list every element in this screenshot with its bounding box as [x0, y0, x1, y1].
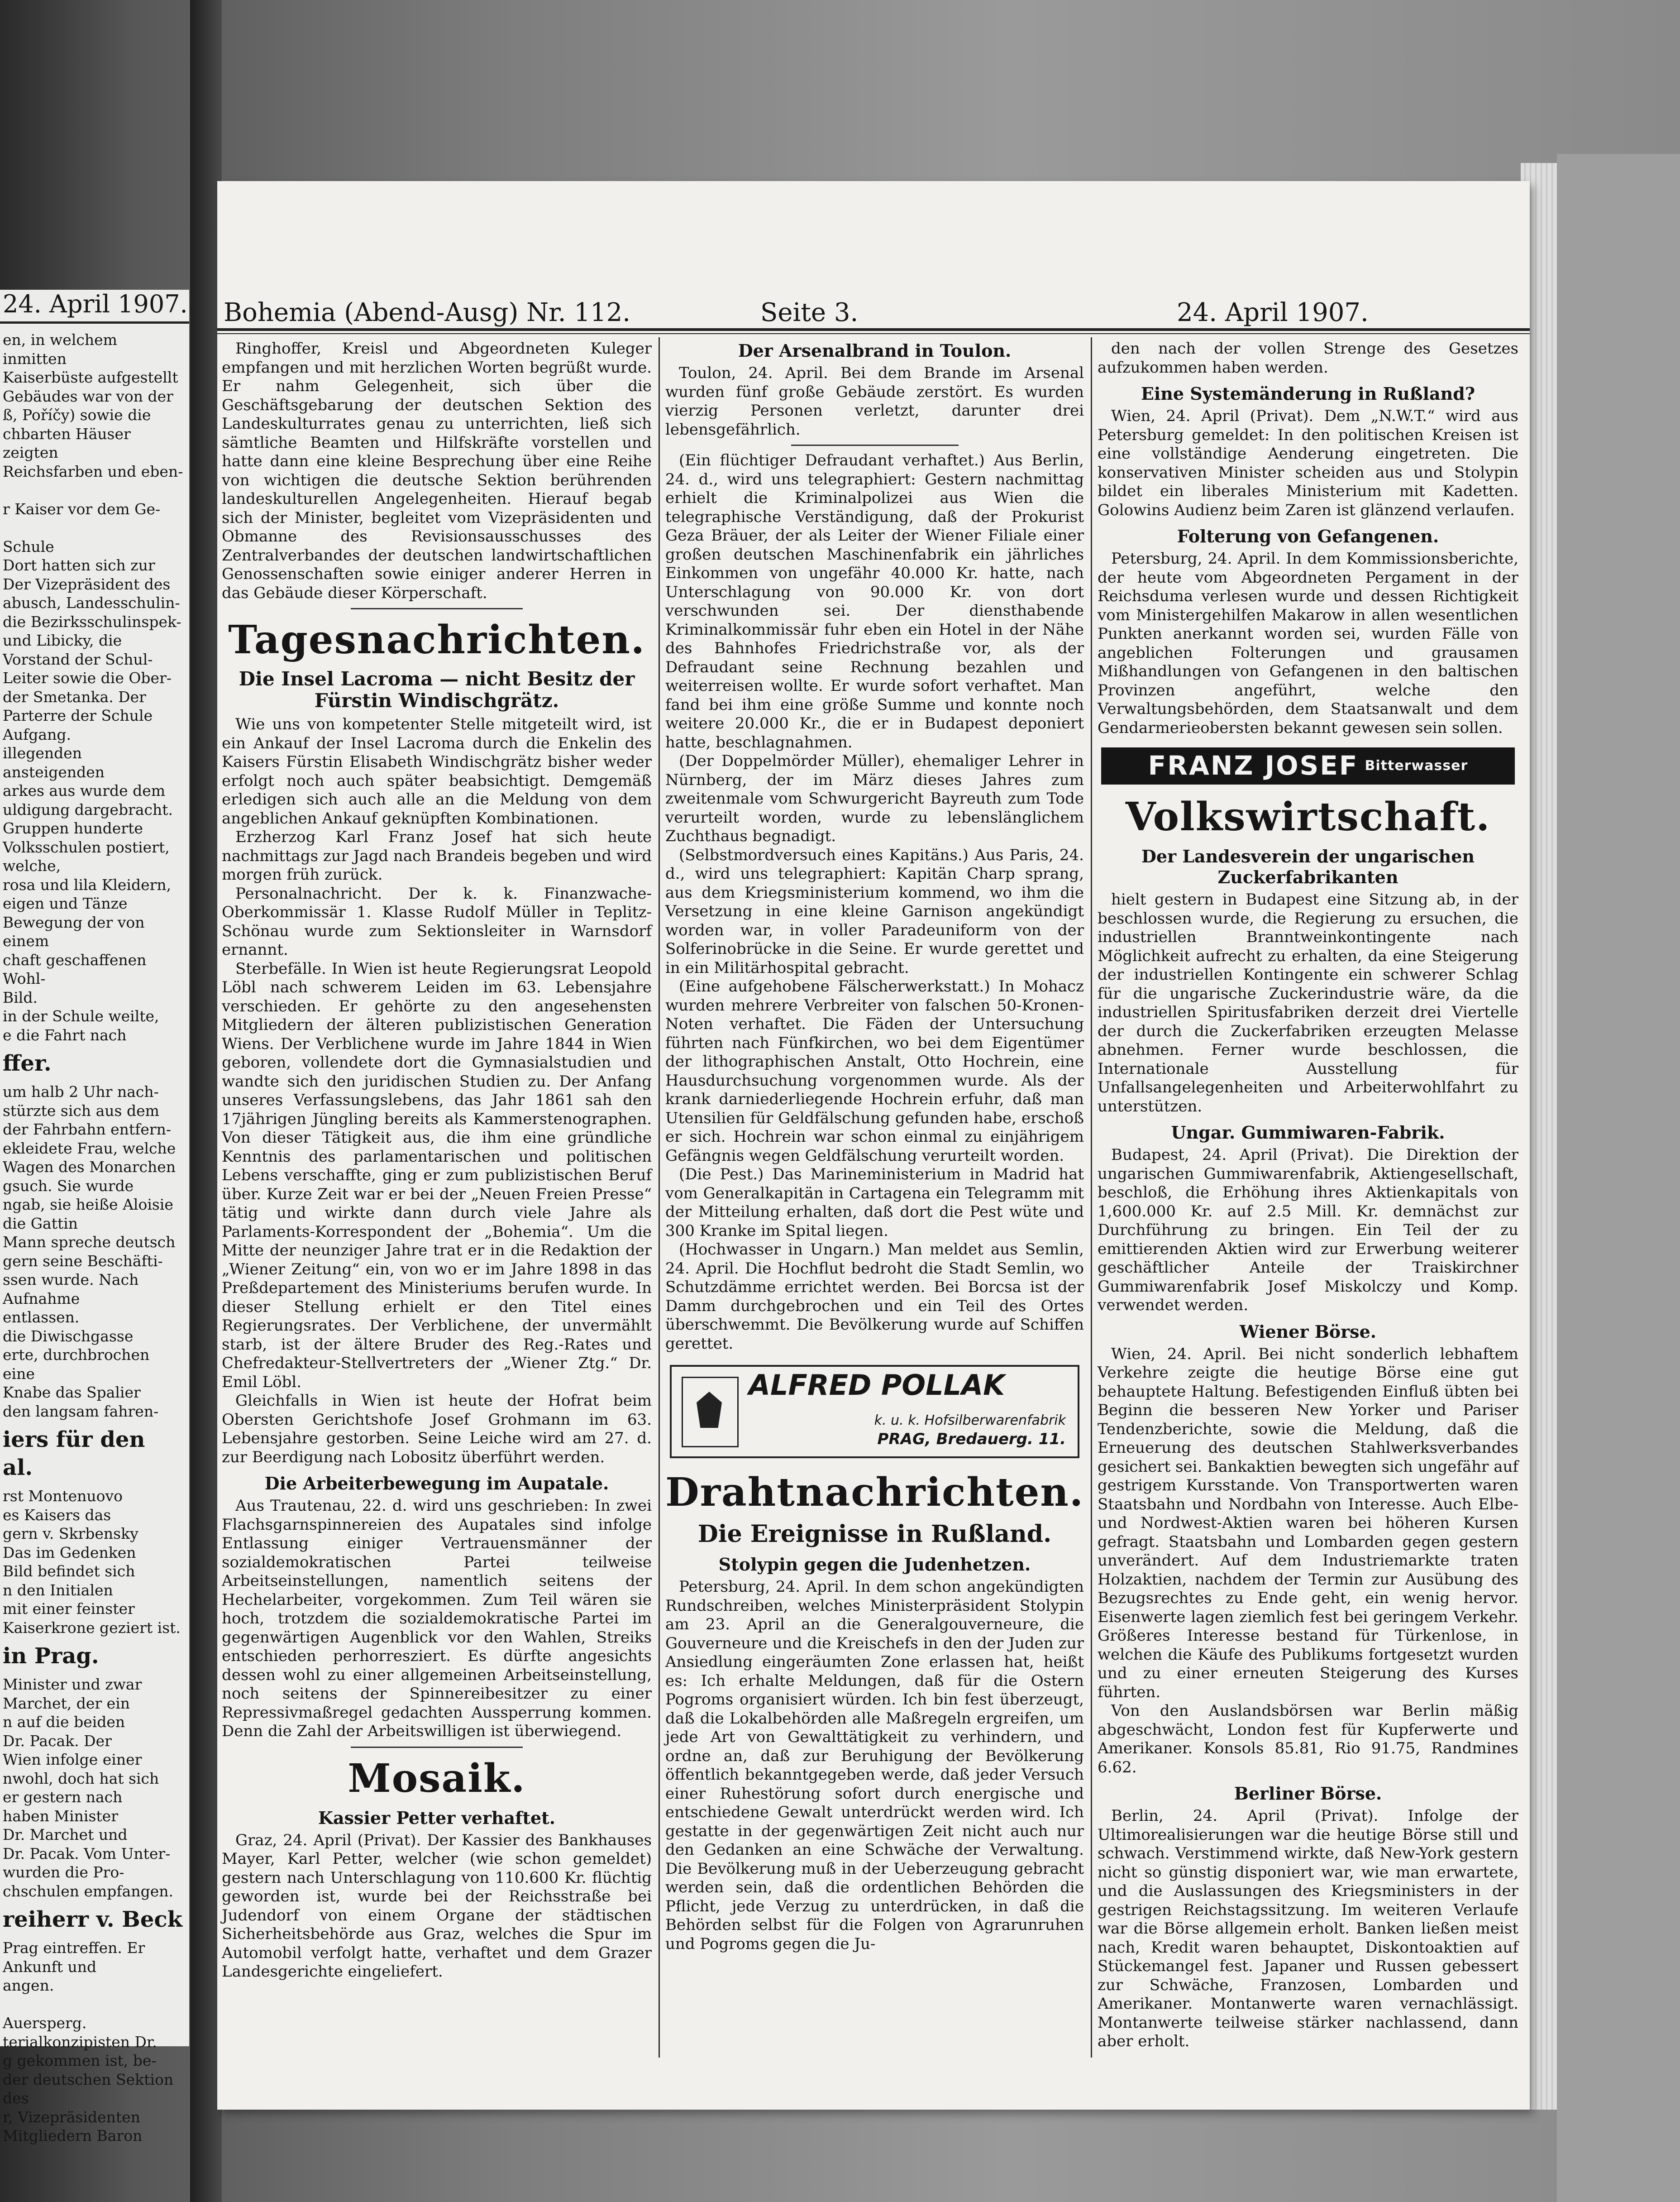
article-heading: Wiener Börse.	[1240, 1321, 1376, 1342]
left-page-line: Bild befindet sich	[3, 1562, 135, 1580]
left-page-date: 24. April 1907.	[3, 290, 188, 318]
article-text: Petersburg, 24. April. In dem Kommissionsberichte, der heute vom Abgeordneten Pergament in der Reichsduma verlesen wurde und dessen Richtigkeit vom Ministergehilfen Makarow in allen wesentlichen Punkten anerkannt worden sei, wurden Fälle von angeblichen Folterungen und grausamen Mißhandlungen von Gefangenen in den baltischen Provinzen angeführt, welche den Verwaltungsbehörden, dem Staatsanwalt und dem Gendarmerieobersten bekannt gewesen sein sollen.	[1098, 550, 1518, 737]
advertisement-franz-josef	[1101, 747, 1515, 785]
article-text: Graz, 24. April (Privat). Der Kassier des Bankhauses Mayer, Karl Petter, welcher (wie schon gemeldet) gestern nach Unterschlagung von 110.600 Kr. flüchtig geworden ist, wurde bei der Reichsstraße bei Judendorf von einem Organe der städtischen Sicherheitsbehörde aus Graz, welches die Spur im Automobil verfolgt hatte, verhaftet und dem Grazer Landesgerichte eingeliefert.	[222, 1831, 652, 1981]
header-date: 24. April 1907.	[1177, 298, 1369, 327]
article-text: Toulon, 24. April. Bei dem Brande im Arsenal wurden fünf große Gebäude zerstört. Es wurden vierzig Personen verletzt, darunter drei lebensgefährlich.	[665, 364, 1084, 439]
article-heading: Ungar. Gummiwaren-Fabrik.	[1171, 1122, 1445, 1143]
left-page-line: in der Schule weilte,	[3, 1007, 159, 1025]
left-page-line: er gestern nach	[3, 1788, 123, 1806]
left-page-line: gsuch. Sie wurde	[3, 1177, 134, 1195]
left-page-line: Leiter sowie die Ober-	[3, 669, 172, 687]
left-page-line: en, in welchem inmitten	[3, 331, 117, 368]
article-heading: Der Landesverein der ungarischen Zuckerfabrikanten	[1141, 846, 1475, 887]
left-heading-3: in Prag.	[3, 1643, 99, 1669]
left-page-line: rosa und lila Kleidern,	[3, 876, 172, 894]
left-page-line	[3, 481, 184, 500]
left-page-line	[3, 518, 184, 537]
article-text: Wie uns von kompetenter Stelle mitgeteilt wird, ist ein Ankauf der Insel Lacroma durch die Enkelin des Kaisers Fürstin Elisabeth Windischgrätz bisher weder erfolgt noch auch später beabsichtigt. Demgemäß erledigen sich auch alle an die Meldung von dem angeblichen Ankauf geknüpften Kombinationen.	[222, 715, 652, 828]
left-page-line: Aufgang.	[3, 725, 71, 743]
article-heading: Folterung von Gefangenen.	[1177, 526, 1439, 546]
left-heading-2b: al.	[3, 1455, 33, 1480]
article-text: (Der Doppelmörder Müller), ehemaliger Lehrer in Nürnberg, der im März dieses Jahres zum zweitenmale vom Schwurgericht Bayreuth zum Tode verurteilt worden, wurde zu lebenslänglichem Zuchthaus begnadigt.	[665, 752, 1084, 845]
column-rule-1	[659, 337, 660, 2058]
left-page-line: arkes aus wurde dem	[3, 782, 166, 799]
left-page-line: stürzte sich aus dem	[3, 1101, 159, 1120]
left-page-line: rst Montenuovo	[3, 1487, 123, 1505]
article-text: Von den Auslandsbörsen war Berlin mäßig abgeschwächt, London fest für Kupferwerte und Amerikaner. Konsols 85.81, Rio 91.75, Randmines 6.62.	[1098, 1702, 1518, 1776]
column-1	[222, 340, 652, 2096]
left-page-line: um halb 2 Uhr nach-	[3, 1083, 159, 1101]
article-text: (Die Pest.) Das Marineministerium in Madrid hat vom Generalkapitän in Cartagena ein Telegramm mit der Mitteilung erhalten, daß dort die Pest wüte und 300 Kranke im Spital liegen.	[665, 1165, 1084, 1240]
article-heading: Die Arbeiterbewegung im Aupatale.	[264, 1473, 609, 1494]
left-page-line: n auf die beiden	[3, 1713, 125, 1731]
article-text: (Hochwasser in Ungarn.) Man meldet aus Semlin, 24. April. Die Hochflut bedroht die Stadt Semlin, wo Schutzdämme errichtet werden. Bei Borcsa ist der Damm durchgebrochen und ein Teil des Ortes überschwemmt. Die Bevölkerung wurde auf Schiffen gerettet.	[665, 1240, 1084, 1353]
left-page-line: erte, durchbrochen eine	[3, 1346, 150, 1383]
article-heading: Stolypin gegen die Judenhetzen.	[718, 1554, 1031, 1575]
left-page-line: illegenden ansteigenden	[3, 744, 105, 781]
left-page-line: chschulen empfangen.	[3, 1882, 173, 1900]
left-page-line: wurden die Pro-	[3, 1863, 124, 1881]
left-page-line: die Gattin	[3, 1214, 78, 1232]
left-page-line: die Bezirksschulinspek-	[3, 613, 181, 631]
ad-line-3: PRAG, Bredauerg. 11.	[877, 1430, 1066, 1448]
article-text: (Selbstmordversuch eines Kapitäns.) Aus Paris, 24. d., wird uns telegraphiert: Kapitän Charp sprang, aus dem Kriegsministerium kommend, wo ihm die Versetzung in eine kleine Garnison angekündigt worden war, in voller Paradeuniform von der Solferinobrücke in die Seine. Er wurde gerettet und in ein Militärhospital gebracht.	[665, 846, 1084, 977]
article-heading: Eine Systemänderung in Rußland?	[1141, 383, 1475, 404]
left-page-text	[3, 330, 184, 2145]
right-shadow	[1557, 154, 1680, 2202]
newspaper-page	[217, 181, 1530, 2110]
header-masthead: Bohemia (Abend-Ausg) Nr. 112.	[224, 298, 631, 327]
left-page-line: Reichsfarben und eben-	[3, 462, 183, 480]
left-page-line: ekleidete Frau, welche	[3, 1139, 176, 1157]
left-page-line: Dr. Marchet und	[3, 1826, 128, 1843]
ad-brand: FRANZ JOSEF	[1148, 750, 1359, 781]
left-page-line: chaft geschaffenen Wohl-	[3, 951, 147, 987]
ad-line-2: k. u. k. Hofsilberwarenfabrik	[874, 1412, 1066, 1428]
section-heading-drahtnachrichten: Drahtnachrichten.	[665, 1470, 1084, 1515]
left-page-line: Bewegung der von einem	[3, 913, 145, 950]
article-text: Personalnachricht. Der k. k. Finanzwache-Oberkommissär 1. Klasse Rudolf Müller in Teplitz-Schönau wurde zum Sektionsleiter in Warnsdorf ernannt.	[222, 884, 652, 959]
article-text: Wien, 24. April. Bei nicht sonderlich lebhaftem Verkehre zeigte die heutige Börse eine gut behauptete Haltung. Befestigenden Einfluß übten bei Beginn die besseren New Yorker und Pariser Tendenzberichte, sowie die Meldung, daß die Erneuerung des deutschen Stahlwerksverbandes gesichert sei. Bankaktien bewegten sich ungefähr auf gestrigem Kursstande. Von Transportwerten waren Staatsbahn und Nordbahn von Interesse. Auch Elbe- und Nordwest-Aktien waren bei höheren Kursen gefragt. Staatsbahn und Lombarden gegen gestern unverändert. Auf dem Industriemarkte traten Holzaktien, nachdem der Termin zur Ausübung des Bezugsrechtes zu Ende geht, ein wenig hervor. Eisenwerte lagen ziemlich fest bei geringem Verkehr. Größeres Interesse bestand für Türkenlose, in welchen die Käufe des Publikums fortgesetzt wurden und zu einer erneuten Steigerung des Kurses führten.	[1098, 1345, 1518, 1701]
left-page-line: Prag eintreffen. Er	[3, 1939, 145, 1957]
left-lines-1	[3, 330, 184, 1044]
left-page-line: n den Initialen	[3, 1581, 113, 1599]
header-page-number: Seite 3.	[760, 298, 859, 327]
left-page-line: entlassen.	[3, 1308, 80, 1326]
left-page-line: nwohl, doch hat sich	[3, 1769, 159, 1787]
left-page-line	[3, 1995, 184, 2014]
left-lines-2	[3, 1082, 184, 1421]
left-page-line: Das im Gedenken	[3, 1543, 136, 1561]
left-heading-1: ffer.	[3, 1051, 52, 1076]
left-page-line: Parterre der Schule	[3, 707, 153, 724]
left-page-line: Wien infolge einer	[3, 1751, 142, 1768]
left-page-line: Dr. Pacak. Vom Unter-	[3, 1844, 171, 1862]
left-page-line: g gekommen ist, be-	[3, 2052, 157, 2069]
left-page-line: angen.	[3, 1977, 54, 1994]
left-page	[0, 290, 189, 2145]
article-text: den nach der vollen Strenge des Gesetzes aufzukommen haben werden.	[1098, 340, 1518, 377]
section-heading-mosaik: Mosaik.	[348, 1755, 526, 1801]
left-page-line: abusch, Landesschulin-	[3, 594, 180, 612]
left-page-line: Minister und zwar	[3, 1675, 142, 1693]
left-lines-4	[3, 1675, 184, 1900]
article-text: Budapest, 24. April (Privat). Die Direktion der ungarischen Gummiwarenfabrik, Aktiengesellschaft, beschloß, die Erhöhung ihres Aktienkapitals von 1,600.000 Kr. auf 2.5 Mill. Kr. demnächst zur Durchführung zu bringen. Ein Teil der zu emittierenden Aktien wird zur Erwerbung weiterer geschäftlicher Anteile der Traiskirchner Gummiwarenfabrik Josef Miskolczy und Komp. verwendet werden.	[1098, 1146, 1518, 1314]
left-page-line: Ankunft und	[3, 1958, 97, 1976]
left-header-rule	[0, 321, 189, 324]
left-page-line: Wagen des Monarchen	[3, 1158, 176, 1176]
left-page-line: Volksschulen postiert, welche,	[3, 838, 170, 875]
left-page-line: den langsam fahren-	[3, 1402, 159, 1420]
article-text: Gleichfalls in Wien ist heute der Hofrat beim Obersten Gerichtshofe Josef Grohmann im 63. Lebensjahre gestorben. Seine Leiche wird am 27. d. zur Beerdigung nach Lobositz überführt werden.	[222, 1392, 652, 1466]
advertisement-alfred-pollak	[670, 1365, 1079, 1458]
left-page-line: Kaiserkrone geziert ist.	[3, 1618, 181, 1637]
left-page-line: uldigung dargebracht.	[3, 800, 173, 819]
left-page-line: r, Vizepräsidenten	[3, 2108, 140, 2126]
divider	[791, 445, 959, 446]
header-rule-thin	[217, 333, 1530, 334]
left-page-line: gern v. Skrbensky	[3, 1525, 138, 1542]
article-heading: Die Insel Lacroma — nicht Besitz der Fürstin Windischgrätz.	[239, 668, 635, 712]
left-page-line: Marchet, der ein	[3, 1694, 130, 1712]
article-text: Aus Trautenau, 22. d. wird uns geschrieben: In zwei Flachsgarnspinnereien des Aupatales sind infolge Entlassung einiger Vertrauensmänner der sozialdemokratischen Partei teilweise Arbeitseinstellungen, namentlich seitens der Hechelarbeiter, vorgekommen. Zum Teil wären sie hoch, trotzdem die sozialdemokratische Partei im gegenwärtigen Augenblick vor den Wahlen, Streiks entschieden perhorresziert. Es dürfte angesichts dessen wohl zu einer allgemeinen Arbeitseinstellung, noch seitens der Spinnereibesitzer zu einer Repressivmaßregel gedachten Aussperrung kommen. Denn die Zahl der Arbeitswilligen ist überwiegend.	[222, 1497, 652, 1740]
article-text: (Eine aufgehobene Fälscherwerkstatt.) In Mohacz wurden mehrere Verbreiter von falschen 50-Kronen-Noten verhaftet. Die Fäden der Untersuchung führten nach Fünfkirchen, wo bei dem Eigentümer der lithographischen Anstalt, Otto Hochrein, eine Hausdurchsuchung vorgenommen wurde. Als der krank darniederliegende Hochrein erfuhr, daß man Utensilien für Geldfälschung gefunden habe, erschoß er sich. Hochrein war schon einmal zu einjährigem Gefängnis wegen Geldfälschung verurteilt worden.	[665, 977, 1084, 1165]
left-page-line: Kaiserbüste aufgestellt	[3, 369, 178, 386]
article-text: Petersburg, 24. April. In dem schon angekündigten Rundschreiben, welches Ministerpräsident Stolypin am 23. April an die Generalgouverneure, die Gouverneure und die Kreischefs in den der Juden zur Ansiedlung eingeräumten Zone erlassen hat, heißt es: Ich erhalte Meldungen, daß für die Ostern Pogroms organisiert würden. Ich bin fest überzeugt, daß die Lokalbehörden alle Maßregeln ergreifen, um jede Art von Gewalttätigkeit zu verhindern, und ordne an, daß zur Beruhigung der Bevölkerung öffentlich bekanntgegeben werde, daß jeder Versuch einer Ruhestörung sofort durch energische und entschiedene Gewalt unterdrückt werden wird. Ich gestatte in der gegenwärtigen Zeit nicht auch nur den Gedanken an eine Schwäche der Verwaltung. Die Bevölkerung muß in der Ueberzeugung gebracht werden sein, daß die ordentlichen Behörden die Pflicht, jede Verzug zu unterdrücken, in daß die Behörden selbst für die Folgen von Agrarunruhen und Pogroms gegen die Ju-	[665, 1578, 1084, 1953]
left-page-line: und Libicky, die	[3, 632, 122, 649]
column-rule-2	[1091, 337, 1092, 2058]
article-text: Wien, 24. April (Privat). Dem „N.W.T.“ wird aus Petersburg gemeldet: In den politischen Kreisen ist eine vollständige Aenderung eingetreten. Die konservativen Minister scheiden aus und Stolypin bildet ein liberales Ministerium mit Kadetten. Golowins Audienz beim Zaren ist glänzend verlaufen.	[1098, 407, 1518, 519]
left-heading-4: reiherr v. Beck	[3, 1907, 182, 1932]
left-lines-5	[3, 1939, 184, 2145]
left-page-line: e die Fahrt nach	[3, 1026, 127, 1044]
left-page-line: eigen und Tänze	[3, 895, 128, 912]
left-page-line: ngab, sie heiße Aloisie	[3, 1196, 173, 1213]
left-page-line: chbarten Häuser zeigten	[3, 425, 131, 461]
left-page-line: Der Vizepräsident des	[3, 575, 171, 593]
ad-product: Bitterwasser	[1365, 758, 1468, 774]
crest-icon	[682, 1377, 739, 1447]
left-page-line: terialkonzipisten Dr.	[3, 2033, 157, 2051]
left-page-line: Mann spreche deutsch	[3, 1233, 176, 1251]
section-heading-tagesnachrichten: Tagesnachrichten.	[228, 617, 645, 663]
left-page-line: r Kaiser vor dem Ge-	[3, 500, 161, 518]
left-page-line: der Smetanka. Der	[3, 688, 146, 706]
left-page-line: Dr. Pacak. Der	[3, 1732, 112, 1750]
left-page-line: ssen wurde. Nach Aufnahme	[3, 1271, 139, 1307]
ad-name: ALFRED POLLAK	[749, 1369, 1005, 1402]
left-page-line: es Kaisers das	[3, 1506, 111, 1524]
left-page-line: der deutschen Sektion des	[3, 2070, 174, 2107]
left-page-line: gern seine Beschäfti-	[3, 1252, 163, 1270]
left-lines-3	[3, 1487, 184, 1637]
left-page-line: Auersperg.	[3, 2014, 87, 2032]
left-page-line: mit einer feinster	[3, 1600, 135, 1618]
divider	[351, 1747, 523, 1748]
column-2	[665, 340, 1084, 2096]
article-heading: Berliner Börse.	[1234, 1783, 1382, 1804]
article-heading: Die Ereignisse in Rußland.	[697, 1520, 1052, 1548]
left-page-line: die Diwischgasse	[3, 1327, 134, 1345]
left-page-line: ß, Poříčy) sowie die	[3, 406, 151, 424]
left-page-line: Mitgliedern Baron	[3, 2127, 143, 2145]
article-heading: Kassier Petter verhaftet.	[318, 1807, 555, 1828]
left-page-line: Schule	[3, 537, 54, 555]
left-page-line: Knabe das Spalier	[3, 1383, 141, 1401]
left-page-line: Vorstand der Schul-	[3, 650, 153, 668]
left-page-line: haben Minister	[3, 1807, 118, 1825]
section-heading-volkswirtschaft: Volkswirtschaft.	[1125, 794, 1491, 840]
article-heading: Der Arsenalbrand in Toulon.	[738, 340, 1012, 361]
left-page-line: Bild.	[3, 988, 38, 1006]
left-heading-2: iers für den	[3, 1427, 145, 1452]
article-text: (Ein flüchtiger Defraudant verhaftet.) Aus Berlin, 24. d., wird uns telegraphiert: Gestern nachmittag erhielt die Kriminalpolizei aus Wien die telegraphische Verständigung, daß der Prokurist Geza Bräuer, der als Leiter der Wiener Filiale einer großen deutschen Maschinenfabrik ein jährliches Einkommen von ungefähr 40.000 Kr. hatte, nach Unterschlagung von 90.000 Kr. von dort verschwunden sei. Der diensthabende Kriminalkommissär fuhr eben ein Hotel in der Nähe des Bahnhofes Friedrichstraße vor, als der Defraudant seine Rechnung bezahlen und weiterreisen wollte. Er wurde sofort verhaftet. Man fand bei ihm eine größe Summe und konnte noch weitere 20.000 Kr., die er in Budapest deponiert hatte, beschlagnahmen.	[665, 451, 1084, 752]
article-text: Berlin, 24. April (Privat). Infolge der Ultimorealisierungen war die heutige Börse still und schwach. Verstimmend wirkte, daß New-York gestern nicht so günstig disponiert war, wie man erwartete, und die Auslassungen des Kriegsministers in der gestrigen Reichstagssitzung. Im weiteren Verlaufe war die Börse allgemein erholt. Banken ließen meist nach, Kredit waren behauptet, Diskontoaktien auf Stückemangel fest. Japaner und Russen gebessert zur Schwäche, Franzosen, Lombarden und Amerikaner. Montanwerte waren vernachlässigt. Montanwerte teilweise stärker nachlassend, dann aber erholt.	[1098, 1807, 1518, 2050]
column-3	[1098, 340, 1518, 2096]
left-page-line: Gruppen hunderte	[3, 819, 143, 837]
article-text: Sterbefälle. In Wien ist heute Regierungsrat Leopold Löbl nach schwerem Leiden im 63. Lebensjahre verschieden. Er gehörte zu den angesehensten Mitgliedern der älteren publizistischen Generation Wiens. Der Verblichene wurde im Jahre 1844 in Wien geboren, vollendete dort die Gymnasialstudien und wandte sich den juridischen Studien zu. Der Anfang unseres Verfassungslebens, das Jahr 1861 sah den 17jährigen Jüngling bereits als Kammerstenographen. Von dieser Tätigkeit aus, die ihm eine gründliche Kenntnis des parlamentarischen und politischen Lebens verschaffte, ging er zum publizistischen Beruf über. Kurze Zeit war er bei der „Neuen Freien Presse“ tätig und wirkte dann durch viele Jahre als Parlaments-Korrespondent der „Bohemia“. Um die Mitte der neunziger Jahre trat er in die Redaktion der „Wiener Zeitung“ ein, von wo er im Jahre 1898 in das Preßdepartement des Ministeriums berufen wurde. In dieser Stellung erhielt er den Titel eines Regierungsrates. Der Verblichene, der unvermählt starb, ist der ältere Bruder des Reg.-Rates und Chefredakteur-Stellvertreters der „Wiener Ztg.“ Dr. Emil Löbl.	[222, 959, 652, 1391]
article-text: hielt gestern in Budapest eine Sitzung ab, in der beschlossen wurde, die Regierung zu ersuchen, die industriellen Branntweinkontingente nach Möglichkeit aufrecht zu erhalten, da eine Steigerung der industriellen Kontingente ein schwerer Schlag für die ungarische Zuckerindustrie wäre, da die industriellen Spiritusfabriken derzeit drei Viertelle der durch die Zuckerfabriken erzeugten Melasse abnehmen. Ferner wurde beschlossen, die Internationale Ausstellung für Unfallsangelegenheiten und Arbeiterwohlfahrt zu unterstützen.	[1098, 890, 1518, 1115]
left-page-line: der Fahrbahn entfern-	[3, 1120, 172, 1138]
article-text: Ringhoffer, Kreisl und Abgeordneten Kuleger empfangen und mit herzlichen Worten begrüßt wurde. Er nahm Gelegenheit, sich über die Geschäftsgebarung der deutschen Sektion des Landeskulturrates genau zu unterrichten, ließ sich sämtliche Beamten und Hilfskräfte vorstellen und hatte dann eine kleine Besprechung über eine Reihe von wichtigen die deutsche Sektion berührenden landeskulturellen Angelegenheiten. Hierauf begab sich der Minister, begleitet vom Vizepräsidenten und Obmanne des Revisionsausschusses des Zentralverbandes der deutschen landwirtschaftlichen Genossenschaften sowie einiger anderer Herren in das Gebäude dieser Körperschaft.	[222, 340, 652, 602]
left-page-line: Dort hatten sich zur	[3, 556, 155, 574]
article-text: Erzherzog Karl Franz Josef hat sich heute nachmittags zur Jagd nach Brandeis begeben und wird morgen früh zurück.	[222, 828, 652, 884]
left-page-line: Gebäudes war von der	[3, 387, 173, 405]
divider	[351, 608, 523, 609]
header-rule	[217, 328, 1530, 331]
